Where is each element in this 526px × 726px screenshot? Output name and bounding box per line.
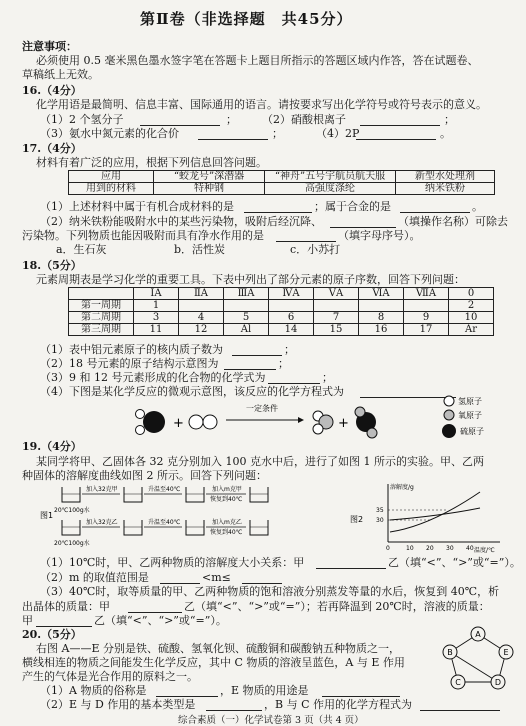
q19-blank-1 bbox=[316, 568, 386, 569]
q17-part2a: （2）纳米铁粉能吸附水中的某些污染物，吸附后经沉降、 bbox=[40, 215, 322, 228]
label-add-m-jia: 加入m克甲 bbox=[212, 486, 242, 493]
table-cell: 第一周期 bbox=[69, 300, 134, 312]
q20-line-2: 横线相连的物质之间能发生化学反应，其中 C 物质的溶液呈蓝色，A 与 E 作用 bbox=[22, 656, 405, 669]
table-cell: 特种钢 bbox=[154, 183, 265, 195]
table-cell: ⅥA bbox=[359, 288, 404, 300]
x-axis-label: 温度/℃ bbox=[474, 547, 495, 554]
q17-option-c: c．小苏打 bbox=[290, 243, 341, 256]
q18-semicolon: ； bbox=[284, 343, 295, 356]
table-cell: ⅣA bbox=[269, 288, 314, 300]
q18-atom-legend bbox=[440, 394, 520, 440]
table-cell: 纳米铁粉 bbox=[396, 183, 495, 195]
q19-part3d: 甲 bbox=[22, 614, 33, 627]
q16-semicolon-3: ； bbox=[272, 127, 283, 140]
table-row bbox=[69, 171, 495, 183]
curve-jia bbox=[390, 492, 480, 532]
q19-heading: 19.（4分） bbox=[22, 440, 82, 453]
q19-intro-2: 种固体的溶解度曲线如图 2 所示。回答下列问题： bbox=[22, 469, 267, 482]
q17-blank-3 bbox=[330, 227, 396, 228]
table-row bbox=[69, 312, 494, 324]
q20-part1b: ，E 物质的用途是 bbox=[220, 684, 309, 697]
q18-blank-1 bbox=[232, 355, 282, 356]
q20-blank-3 bbox=[206, 710, 262, 711]
node-a-label: A bbox=[475, 630, 481, 639]
table-cell: 应用 bbox=[69, 171, 154, 183]
q20-part2a: （2）E 与 D 作用的基本类型是 bbox=[40, 698, 196, 711]
table-cell: Ar bbox=[449, 324, 494, 336]
q18-periodic-table bbox=[68, 287, 494, 336]
table-cell bbox=[269, 300, 314, 312]
q19-part3b: 出晶体的质量：甲 bbox=[22, 600, 110, 613]
table-cell: 0 bbox=[449, 288, 494, 300]
table-cell: 15 bbox=[314, 324, 359, 336]
sulfur-dioxide-molecule bbox=[355, 407, 377, 438]
y-axis-label: 溶解度/g bbox=[390, 484, 414, 491]
table-cell: “神舟”五号宇航员航天服 bbox=[265, 171, 396, 183]
table-cell: 用到的材料 bbox=[69, 183, 154, 195]
table-cell: 2 bbox=[449, 300, 494, 312]
q19-part2: （2）m 的取值范围是 bbox=[40, 571, 149, 584]
table-cell bbox=[69, 288, 134, 300]
table-cell: ⅢA bbox=[224, 288, 269, 300]
q18-intro: 元素周期表是学习化学的重要工具。下表中列出了部分元素的原子序数，回答下列问题： bbox=[36, 273, 465, 286]
q18-part2: （2）18 号元素的原子结构示意图为 bbox=[40, 357, 219, 370]
q16-part4: （4）2P bbox=[316, 127, 360, 140]
q18-heading: 18.（5分） bbox=[22, 259, 82, 272]
page-footer: 综合素质（一）化学试卷第 3 页（共 4 页） bbox=[178, 715, 364, 726]
q20-blank-1 bbox=[156, 696, 218, 697]
table-cell: ⅠA bbox=[134, 288, 179, 300]
q19-part3a: （3）40℃时，取等质量的甲、乙两种物质的饱和溶液分别蒸发等量的水后，恢复到 40℃，析 bbox=[40, 585, 500, 598]
legend-oxygen: 氧原子 bbox=[458, 411, 482, 420]
label-water-2: 20℃100g水 bbox=[54, 540, 90, 547]
table-cell: 4 bbox=[179, 312, 224, 324]
q17-blank-2 bbox=[400, 212, 470, 213]
q19-blank-3 bbox=[242, 583, 282, 584]
q17-part1b: ；属于合金的是 bbox=[314, 200, 391, 213]
table-cell: 14 bbox=[269, 324, 314, 336]
water-molecule bbox=[313, 411, 333, 434]
q19-part3e: 乙（填“<”、“>”或“=”）。 bbox=[94, 614, 227, 627]
table-cell: 9 bbox=[404, 312, 449, 324]
x-tick-20: 20 bbox=[426, 545, 434, 552]
q17-period: 。 bbox=[472, 200, 483, 213]
x-tick-0: 0 bbox=[386, 545, 390, 552]
table-cell: 1 bbox=[134, 300, 179, 312]
q18-semicolon-2: ； bbox=[278, 357, 289, 370]
hydrogen-sulfide-molecule bbox=[136, 410, 166, 435]
q17-option-a: a．生石灰 bbox=[56, 243, 107, 256]
q18-part1: （1）表中铝元素原子的核内质子数为 bbox=[40, 343, 223, 356]
q17-part2d: （填字母序号）。 bbox=[338, 229, 421, 242]
q20-part1a: （1）A 物质的俗称是 bbox=[40, 684, 147, 697]
q19-figure-1 bbox=[40, 484, 340, 550]
node-b-label: B bbox=[447, 648, 453, 657]
q17-material-table bbox=[68, 170, 495, 195]
table-cell: 第三周期 bbox=[69, 324, 134, 336]
q16-blank-2 bbox=[360, 125, 440, 126]
table-cell: 16 bbox=[359, 324, 404, 336]
table-cell: ⅦA bbox=[404, 288, 449, 300]
table-row bbox=[69, 183, 495, 195]
table-cell bbox=[359, 300, 404, 312]
q20-part2b: ，B 与 C 作用的化学方程式为 bbox=[264, 698, 412, 711]
q16-semicolon-2: ； bbox=[444, 113, 455, 126]
sulfur-atom-icon bbox=[442, 424, 456, 438]
q19-figure-2-solubility-chart bbox=[350, 480, 520, 556]
notice-label: 注意事项： bbox=[22, 40, 77, 53]
q16-blank-3 bbox=[198, 139, 268, 140]
table-cell: Al bbox=[224, 324, 269, 336]
table-cell: 10 bbox=[449, 312, 494, 324]
table-row bbox=[69, 300, 494, 312]
x-tick-30: 30 bbox=[446, 545, 454, 552]
table-cell: 3 bbox=[134, 312, 179, 324]
node-e-label: E bbox=[503, 648, 509, 657]
q16-blank-1 bbox=[140, 125, 220, 126]
table-cell: 12 bbox=[179, 324, 224, 336]
label-cool-1: 恢复到40℃ bbox=[210, 496, 243, 503]
node-c-label: C bbox=[455, 678, 461, 687]
q16-period: 。 bbox=[440, 127, 451, 140]
table-cell bbox=[179, 300, 224, 312]
q19-range: <m≤ bbox=[202, 571, 231, 584]
q18-part4: （4）下图是某化学反应的微观示意图，该反应的化学方程式为 bbox=[40, 385, 344, 398]
node-d-label: D bbox=[494, 678, 502, 687]
label-heat-1: 升温至40℃ bbox=[148, 486, 181, 493]
q17-blank-1 bbox=[244, 212, 312, 213]
table-cell: 8 bbox=[359, 312, 404, 324]
table-cell: ⅤA bbox=[314, 288, 359, 300]
q16-heading: 16.（4分） bbox=[22, 84, 82, 97]
hydrogen-atom-icon bbox=[444, 396, 454, 406]
label-cool-2: 恢复到40℃ bbox=[210, 529, 243, 536]
q16-part2: （2）硝酸根离子 bbox=[262, 113, 346, 126]
label-add-jia: 加入32克甲 bbox=[86, 486, 118, 493]
q17-intro: 材料有着广泛的应用，根据下列信息回答问题。 bbox=[36, 156, 267, 169]
table-header-row bbox=[69, 288, 494, 300]
q17-part1a: （1）上述材料中属于有机合成材料的是 bbox=[40, 200, 234, 213]
table-row bbox=[69, 324, 494, 336]
q16-semicolon: ； bbox=[226, 113, 237, 126]
q20-line-1: 右图 A——E 分别是铁、硫酸、氢氧化钡、硫酸铜和碳酸钠五种物质之一， bbox=[36, 642, 400, 655]
y-tick-30: 30 bbox=[376, 517, 384, 524]
label-water-1: 20℃100g水 bbox=[54, 507, 90, 514]
q16-blank-4 bbox=[356, 139, 436, 140]
table-cell: ⅡA bbox=[179, 288, 224, 300]
table-cell: 新型水处理剂 bbox=[396, 171, 495, 183]
x-tick-40: 40 bbox=[466, 545, 474, 552]
q16-part3: （3）氨水中氮元素的化合价 bbox=[40, 127, 179, 140]
table-cell: 6 bbox=[269, 312, 314, 324]
q19-blank-5 bbox=[36, 626, 92, 627]
table-cell: 11 bbox=[134, 324, 179, 336]
oxygen-atom-icon bbox=[444, 410, 454, 420]
notice-line-2: 草稿纸上无效。 bbox=[22, 68, 99, 81]
table-cell: 7 bbox=[314, 312, 359, 324]
legend-hydrogen: 氢原子 bbox=[458, 397, 482, 406]
arrow-head-icon bbox=[298, 417, 304, 423]
oxygen-molecule bbox=[189, 415, 217, 429]
y-tick-35: 35 bbox=[376, 507, 384, 514]
q20-heading: 20.（5分） bbox=[22, 628, 82, 641]
q18-reaction-diagram bbox=[120, 400, 450, 446]
page-title: 第Ⅱ卷（非选择题 共45分） bbox=[140, 10, 353, 28]
q17-part2c: 污染物。下列物质也能因吸附而具有净水作用的是 bbox=[22, 229, 264, 242]
label-add-m-yi: 加入m克乙 bbox=[212, 519, 242, 526]
fig2-label: 图2 bbox=[350, 515, 364, 524]
table-cell bbox=[314, 300, 359, 312]
label-add-yi: 加入32克乙 bbox=[86, 519, 118, 526]
q18-blank-3 bbox=[268, 383, 320, 384]
reaction-condition: 一定条件 bbox=[246, 404, 278, 413]
q20-reaction-network bbox=[436, 624, 520, 696]
q20-line-3: 产生的气体是光合作用的原料之一。 bbox=[22, 670, 198, 683]
q19-blank-2 bbox=[160, 583, 200, 584]
q19-blank-4 bbox=[128, 612, 182, 613]
q19-intro-1: 某同学将甲、乙固体各 32 克分别加入 100 克水中后，进行了如图 1 所示的实验。甲、乙两 bbox=[36, 455, 484, 468]
plus-sign: + bbox=[173, 416, 184, 431]
table-cell: “蛟龙号”深潜器 bbox=[154, 171, 265, 183]
q16-part1: （1）2 个氢分子 bbox=[40, 113, 124, 126]
table-cell bbox=[224, 300, 269, 312]
q18-blank-2 bbox=[224, 369, 276, 370]
plus-sign-2: + bbox=[338, 416, 349, 431]
q17-part2b: （填操作名称）可除去 bbox=[398, 215, 508, 228]
q17-heading: 17.（4分） bbox=[22, 142, 82, 155]
q19-part3c: 乙（填“<”、“>”或“=”）；若再降温到 20℃时，溶液的质量： bbox=[184, 600, 490, 613]
x-tick-10: 10 bbox=[406, 545, 414, 552]
q18-part3: （3）9 和 12 号元素形成的化合物的化学式为 bbox=[40, 371, 266, 384]
table-cell: 第二周期 bbox=[69, 312, 134, 324]
label-heat-2: 升温至40℃ bbox=[148, 519, 181, 526]
notice-line-1: 必须使用 0.5 毫米黑色墨水签字笔在答题卡上题目所指示的答题区域内作答，答在试题卷、 bbox=[36, 54, 479, 67]
q18-semicolon-3: ； bbox=[322, 371, 333, 384]
table-cell: 17 bbox=[404, 324, 449, 336]
q17-blank-4 bbox=[276, 241, 336, 242]
table-cell: 5 bbox=[224, 312, 269, 324]
q19-part1b: 乙（填“<”、“>”或“=”）。 bbox=[388, 556, 521, 569]
q17-option-b: b．活性炭 bbox=[174, 243, 226, 256]
table-cell: 高强度涤纶 bbox=[265, 183, 396, 195]
q16-intro: 化学用语是最简明、信息丰富、国际通用的语言。请按要求写出化学符号或符号表示的意义。 bbox=[36, 98, 487, 111]
fig1-label: 图1 bbox=[40, 511, 54, 520]
table-cell bbox=[404, 300, 449, 312]
legend-sulfur: 硫原子 bbox=[460, 427, 484, 436]
q20-blank-4 bbox=[420, 710, 500, 711]
q20-blank-2 bbox=[322, 696, 400, 697]
q19-part1a: （1）10℃时，甲、乙两种物质的溶解度大小关系：甲 bbox=[40, 556, 305, 569]
